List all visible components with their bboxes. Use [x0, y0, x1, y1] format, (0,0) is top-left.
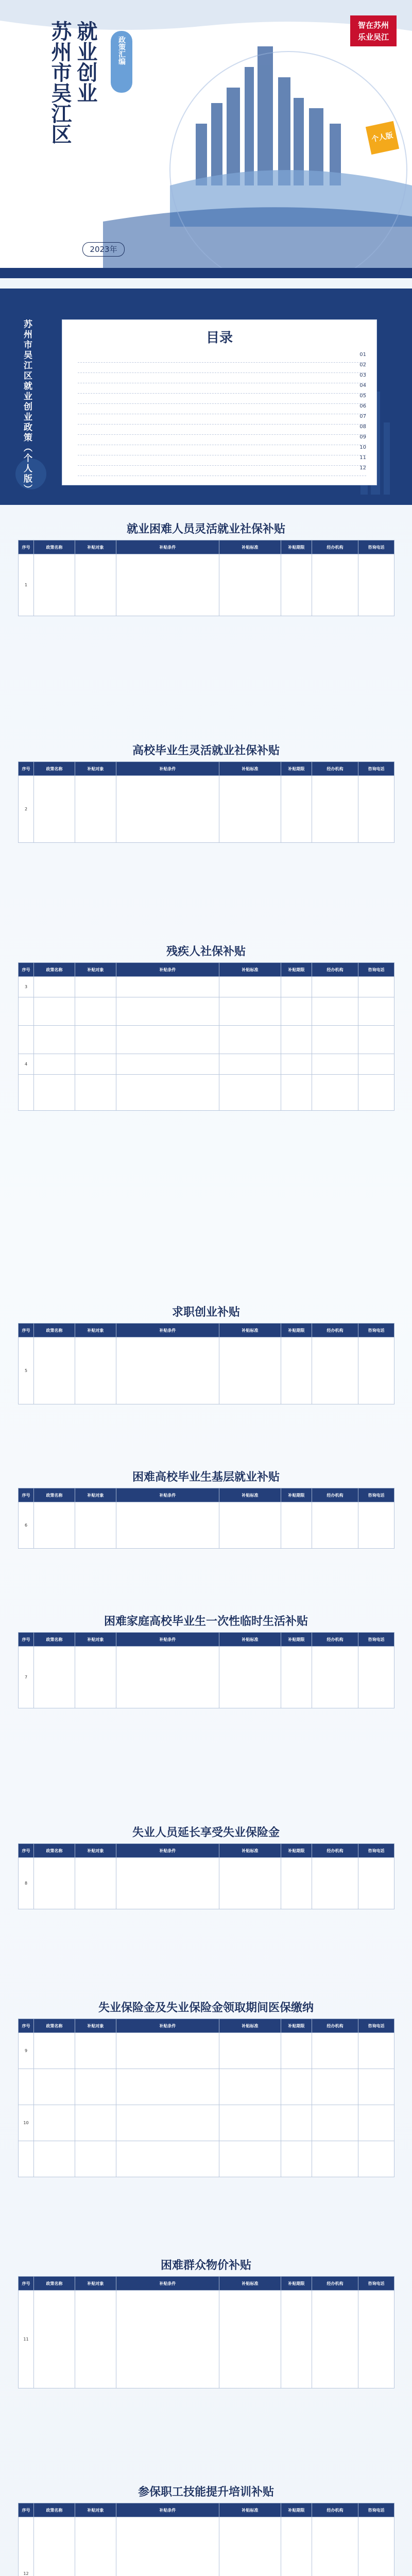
table-cell	[281, 1337, 312, 1404]
policy-table	[18, 2019, 394, 2177]
table-cell	[34, 2069, 75, 2105]
table-cell	[312, 1502, 358, 1549]
table-cell	[219, 2069, 281, 2105]
table-cell	[116, 2291, 219, 2388]
table-cell	[281, 776, 312, 843]
table-cell	[281, 2141, 312, 2177]
table-cell	[358, 2033, 394, 2069]
table-header-cell: 序号	[19, 2277, 34, 2291]
table-cell	[219, 776, 281, 843]
table-header-cell: 咨询电话	[358, 540, 394, 554]
table-cell	[312, 977, 358, 997]
table-cell	[312, 2141, 358, 2177]
table-header-cell: 咨询电话	[358, 963, 394, 977]
table-cell	[116, 2141, 219, 2177]
table-header-cell: 补贴条件	[116, 1844, 219, 1858]
table-cell	[19, 2141, 34, 2177]
section-title: 困难高校毕业生基层就业补贴	[132, 1470, 280, 1484]
table-cell	[75, 977, 116, 997]
table-header-cell: 补贴标准	[219, 2277, 281, 2291]
table-cell	[75, 554, 116, 616]
toc-item[interactable]	[78, 383, 366, 394]
table-cell	[281, 1054, 312, 1075]
section-title: 参保职工技能提升培训补贴	[138, 2485, 274, 2499]
table-cell	[312, 2069, 358, 2105]
table-cell	[75, 1858, 116, 1909]
table-header-row	[19, 1488, 394, 1502]
table-row	[19, 1075, 394, 1111]
table-header-row	[19, 963, 394, 977]
table-cell	[34, 1502, 75, 1549]
toc-box	[62, 319, 377, 485]
table-header-cell: 补贴期限	[281, 1844, 312, 1858]
table-header-cell: 咨询电话	[358, 1844, 394, 1858]
table-cell	[75, 2105, 116, 2141]
table-cell	[75, 1647, 116, 1708]
table-header-cell: 补贴条件	[116, 540, 219, 554]
toc-item[interactable]	[78, 414, 366, 425]
toc-item-page: 03	[359, 372, 366, 378]
table-cell	[358, 2291, 394, 2388]
table-cell	[219, 1075, 281, 1111]
toc-item-page: 01	[359, 352, 366, 358]
table-cell	[116, 776, 219, 843]
table-header-row	[19, 1844, 394, 1858]
toc-item[interactable]	[78, 352, 366, 363]
table-header-cell: 政策名称	[34, 1633, 75, 1647]
table-cell	[116, 1337, 219, 1404]
table-cell	[219, 2517, 281, 2576]
section-title: 高校毕业生灵活就业社保补贴	[132, 744, 280, 757]
table-cell	[219, 1337, 281, 1404]
table-header-cell: 补贴标准	[219, 762, 281, 776]
table-header-cell: 政策名称	[34, 1488, 75, 1502]
table-header-cell: 补贴对象	[75, 1488, 116, 1502]
badge-policy: 政策汇编	[111, 31, 132, 93]
policy-table	[18, 2276, 394, 2388]
table-cell	[219, 2033, 281, 2069]
table-row	[19, 2033, 394, 2069]
table-cell	[312, 997, 358, 1026]
table-row	[19, 1054, 394, 1075]
table-cell: 1	[19, 554, 34, 616]
table-cell	[312, 2517, 358, 2576]
table-header-cell: 补贴对象	[75, 963, 116, 977]
toc-item[interactable]	[78, 434, 366, 445]
table-header-cell: 经办机构	[312, 2277, 358, 2291]
toc-item[interactable]	[78, 403, 366, 414]
table-header-cell: 补贴条件	[116, 762, 219, 776]
table-header-cell: 补贴对象	[75, 1633, 116, 1647]
table-header-cell: 序号	[19, 1488, 34, 1502]
section-title: 失业保险金及失业保险金领取期间医保缴纳	[98, 2001, 314, 2014]
table-header-cell: 补贴条件	[116, 1324, 219, 1337]
table-header-cell: 经办机构	[312, 2019, 358, 2033]
table-cell	[34, 1337, 75, 1404]
table-cell	[281, 2105, 312, 2141]
table-cell	[116, 2105, 219, 2141]
toc-item[interactable]	[78, 455, 366, 466]
table-header-cell: 补贴对象	[75, 540, 116, 554]
table-cell	[281, 1075, 312, 1111]
table-header-cell: 补贴标准	[219, 1324, 281, 1337]
table-cell	[34, 1075, 75, 1111]
table-cell	[358, 1858, 394, 1909]
year-badge: 2023年	[82, 242, 125, 257]
toc-item[interactable]	[78, 445, 366, 455]
table-header-cell: 补贴对象	[75, 2277, 116, 2291]
table-cell	[75, 1026, 116, 1054]
table-header-cell: 经办机构	[312, 1633, 358, 1647]
table-cell	[219, 2141, 281, 2177]
toc-item-page: 12	[359, 465, 366, 471]
table-header-cell: 咨询电话	[358, 762, 394, 776]
table-cell	[281, 977, 312, 997]
table-cell	[75, 2141, 116, 2177]
table-cell: 4	[19, 1054, 34, 1075]
table-header-cell: 补贴标准	[219, 1844, 281, 1858]
table-cell	[281, 554, 312, 616]
table-header-cell: 补贴期限	[281, 1633, 312, 1647]
table-cell	[312, 1054, 358, 1075]
toc-item-page: 06	[359, 403, 366, 409]
table-header-cell: 补贴条件	[116, 2019, 219, 2033]
section-title: 困难家庭高校毕业生一次性临时生活补贴	[104, 1615, 308, 1628]
table-cell	[116, 1858, 219, 1909]
table-header-cell: 咨询电话	[358, 2277, 394, 2291]
table-cell	[34, 1054, 75, 1075]
table-header-cell: 经办机构	[312, 2503, 358, 2517]
table-cell	[116, 1054, 219, 1075]
section-title: 就业困难人员灵活就业社保补贴	[126, 522, 285, 536]
table-cell	[34, 776, 75, 843]
table-cell	[358, 2517, 394, 2576]
table-cell	[34, 2141, 75, 2177]
table-cell	[34, 977, 75, 997]
table-cell	[19, 997, 34, 1026]
table-cell	[219, 997, 281, 1026]
toc-item-page: 08	[359, 424, 366, 430]
toc-item-page: 07	[359, 414, 366, 419]
logo-line-2: 乐业吴江	[357, 32, 389, 42]
table-header-cell: 补贴期限	[281, 540, 312, 554]
table-cell	[19, 1075, 34, 1111]
policy-table	[18, 1632, 394, 1708]
table-cell: 8	[19, 1858, 34, 1909]
table-cell	[312, 2105, 358, 2141]
table-cell: 10	[19, 2105, 34, 2141]
table-header-row	[19, 2277, 394, 2291]
table-header-cell: 咨询电话	[358, 2503, 394, 2517]
table-cell	[358, 977, 394, 997]
section-title: 困难群众物价补贴	[160, 2259, 251, 2272]
table-cell	[312, 554, 358, 616]
table-header-cell: 政策名称	[34, 762, 75, 776]
table-row	[19, 776, 394, 843]
table-cell	[75, 997, 116, 1026]
policy-table	[18, 1323, 394, 1404]
table-cell: 7	[19, 1647, 34, 1708]
table-row	[19, 977, 394, 997]
table-header-cell: 序号	[19, 762, 34, 776]
table-cell	[358, 2069, 394, 2105]
table-cell	[219, 1026, 281, 1054]
table-cell	[34, 1858, 75, 1909]
table-cell	[312, 1647, 358, 1708]
table-cell	[75, 1075, 116, 1111]
table-header-row	[19, 2503, 394, 2517]
table-row	[19, 1858, 394, 1909]
table-cell	[358, 554, 394, 616]
table-header-cell: 序号	[19, 2503, 34, 2517]
table-cell	[19, 2069, 34, 2105]
table-header-cell: 政策名称	[34, 540, 75, 554]
table-header-cell: 政策名称	[34, 1844, 75, 1858]
table-cell	[281, 2517, 312, 2576]
table-cell	[34, 1647, 75, 1708]
table-header-cell: 序号	[19, 2019, 34, 2033]
policy-table	[18, 1843, 394, 1909]
cover	[0, 0, 412, 278]
section-title: 失业人员延长享受失业保险金	[132, 1826, 280, 1839]
table-cell	[219, 1858, 281, 1909]
table-header-cell: 补贴对象	[75, 1324, 116, 1337]
table-header-cell: 补贴标准	[219, 540, 281, 554]
table-cell	[75, 776, 116, 843]
cover-title-sub: 就业创业	[74, 21, 98, 103]
toc-item-page: 02	[359, 362, 366, 368]
table-header-cell: 补贴期限	[281, 2277, 312, 2291]
toc-item[interactable]	[78, 393, 366, 404]
table-header-cell: 序号	[19, 963, 34, 977]
table-header-cell: 补贴条件	[116, 2277, 219, 2291]
table-row	[19, 1337, 394, 1404]
table-header-row	[19, 540, 394, 554]
table-header-cell: 咨询电话	[358, 1324, 394, 1337]
logo-line-1: 智在苏州	[357, 21, 389, 30]
table-header-cell: 补贴条件	[116, 963, 219, 977]
table-cell	[281, 1858, 312, 1909]
table-row	[19, 2517, 394, 2576]
table-header-cell: 补贴标准	[219, 2503, 281, 2517]
table-header-cell: 咨询电话	[358, 1633, 394, 1647]
table-header-cell: 补贴标准	[219, 1633, 281, 1647]
table-header-cell: 经办机构	[312, 963, 358, 977]
table-row	[19, 1647, 394, 1708]
table-cell	[34, 2291, 75, 2388]
table-header-row	[19, 762, 394, 776]
table-cell	[219, 1502, 281, 1549]
table-cell	[358, 776, 394, 843]
table-row	[19, 1026, 394, 1054]
table-cell	[75, 2291, 116, 2388]
table-cell	[281, 997, 312, 1026]
table-header-cell: 经办机构	[312, 540, 358, 554]
table-cell	[358, 1075, 394, 1111]
toc-title: 目录	[205, 330, 233, 346]
table-cell	[358, 2105, 394, 2141]
table-cell	[75, 2033, 116, 2069]
table-cell	[116, 2069, 219, 2105]
table-cell	[219, 1054, 281, 1075]
table-header-cell: 补贴条件	[116, 1488, 219, 1502]
toc-side-title: 苏州市吴江区就业创业政策（个人版）	[22, 319, 32, 495]
toc-item[interactable]	[78, 362, 366, 373]
table-cell	[281, 1026, 312, 1054]
table-cell	[219, 1647, 281, 1708]
table-header-cell: 补贴对象	[75, 2503, 116, 2517]
policy-table	[18, 540, 394, 616]
table-row	[19, 2141, 394, 2177]
toc-item-page: 04	[359, 383, 366, 388]
policy-table	[18, 962, 394, 1111]
table-header-cell: 序号	[19, 1633, 34, 1647]
table-cell	[281, 2033, 312, 2069]
toc-item-page: 09	[359, 434, 366, 440]
table-cell	[358, 1337, 394, 1404]
table-cell	[219, 2105, 281, 2141]
table-row	[19, 997, 394, 1026]
table-cell	[358, 1026, 394, 1054]
table-cell	[75, 2517, 116, 2576]
table-header-cell: 补贴条件	[116, 1633, 219, 1647]
table-cell: 5	[19, 1337, 34, 1404]
table-cell	[219, 2291, 281, 2388]
table-header-cell: 补贴对象	[75, 1844, 116, 1858]
table-cell	[312, 2033, 358, 2069]
cover-title-main: 苏州市吴江区	[48, 21, 72, 144]
table-cell	[116, 1075, 219, 1111]
table-header-cell: 咨询电话	[358, 2019, 394, 2033]
table-cell	[34, 997, 75, 1026]
table-cell: 3	[19, 977, 34, 997]
table-cell	[75, 2069, 116, 2105]
table-row	[19, 2291, 394, 2388]
table-header-cell: 补贴期限	[281, 2503, 312, 2517]
table-cell	[75, 1337, 116, 1404]
table-header-row	[19, 1633, 394, 1647]
table-header-cell: 政策名称	[34, 2277, 75, 2291]
section-title: 求职创业补贴	[171, 1306, 240, 1319]
policy-table	[18, 1488, 394, 1549]
table-header-cell: 序号	[19, 1844, 34, 1858]
table-cell	[116, 1647, 219, 1708]
table-header-cell: 补贴期限	[281, 1488, 312, 1502]
table-cell	[281, 2069, 312, 2105]
table-cell: 2	[19, 776, 34, 843]
table-row	[19, 554, 394, 616]
table-cell	[358, 1054, 394, 1075]
policy-table	[18, 761, 394, 843]
table-cell	[312, 1026, 358, 1054]
table-cell	[75, 1502, 116, 1549]
table-cell: 12	[19, 2517, 34, 2576]
table-cell: 11	[19, 2291, 34, 2388]
table-cell	[75, 1054, 116, 1075]
table-header-cell: 补贴期限	[281, 963, 312, 977]
table-cell	[116, 977, 219, 997]
table-cell	[34, 554, 75, 616]
table-header-cell: 补贴标准	[219, 2019, 281, 2033]
table-cell	[312, 776, 358, 843]
toc-item[interactable]	[78, 465, 366, 476]
table-cell	[34, 2517, 75, 2576]
table-cell	[312, 1858, 358, 1909]
table-cell	[219, 554, 281, 616]
toc-item[interactable]	[78, 424, 366, 435]
table-row	[19, 1502, 394, 1549]
table-cell	[281, 2291, 312, 2388]
table-cell	[312, 1075, 358, 1111]
table-cell	[281, 1502, 312, 1549]
table-header-cell: 咨询电话	[358, 1488, 394, 1502]
table-header-cell: 政策名称	[34, 2503, 75, 2517]
table-cell	[116, 1026, 219, 1054]
toc-item-page: 05	[359, 393, 366, 399]
table-header-cell: 经办机构	[312, 762, 358, 776]
toc-item-page: 11	[359, 455, 366, 461]
table-header-cell: 补贴对象	[75, 2019, 116, 2033]
table-header-cell: 政策名称	[34, 963, 75, 977]
toc-item-page: 10	[359, 445, 366, 450]
section-title: 残疾人社保补贴	[166, 945, 246, 958]
table-cell	[358, 997, 394, 1026]
table-header-cell: 补贴期限	[281, 1324, 312, 1337]
table-cell	[116, 997, 219, 1026]
table-cell	[116, 1502, 219, 1549]
table-header-cell: 经办机构	[312, 1844, 358, 1858]
table-cell	[312, 2291, 358, 2388]
table-header-cell: 序号	[19, 540, 34, 554]
table-cell	[219, 977, 281, 997]
table-header-cell: 政策名称	[34, 1324, 75, 1337]
table-cell	[34, 2033, 75, 2069]
table-row	[19, 2069, 394, 2105]
table-header-cell: 补贴期限	[281, 762, 312, 776]
table-header-cell: 经办机构	[312, 1488, 358, 1502]
table-header-row	[19, 1324, 394, 1337]
logo-badge	[350, 15, 397, 46]
table-header-cell: 补贴条件	[116, 2503, 219, 2517]
table-cell	[358, 1647, 394, 1708]
table-header-cell: 补贴标准	[219, 963, 281, 977]
table-header-row	[19, 2019, 394, 2033]
table-cell	[281, 1647, 312, 1708]
table-cell	[116, 2517, 219, 2576]
table-cell	[116, 554, 219, 616]
table-header-cell: 序号	[19, 1324, 34, 1337]
table-cell	[34, 1026, 75, 1054]
table-cell: 9	[19, 2033, 34, 2069]
table-header-cell: 经办机构	[312, 1324, 358, 1337]
toc-item[interactable]	[78, 372, 366, 383]
table-cell	[312, 1337, 358, 1404]
table-header-cell: 补贴对象	[75, 762, 116, 776]
table-cell	[358, 2141, 394, 2177]
table-header-cell: 政策名称	[34, 2019, 75, 2033]
table-cell	[19, 1026, 34, 1054]
personal-tag: 个人版	[366, 121, 399, 155]
table-row	[19, 2105, 394, 2141]
table-header-cell: 补贴标准	[219, 1488, 281, 1502]
table-cell	[116, 2033, 219, 2069]
table-cell	[34, 2105, 75, 2141]
table-header-cell: 补贴期限	[281, 2019, 312, 2033]
policy-table	[18, 2503, 394, 2576]
table-cell: 6	[19, 1502, 34, 1549]
table-cell	[358, 1502, 394, 1549]
